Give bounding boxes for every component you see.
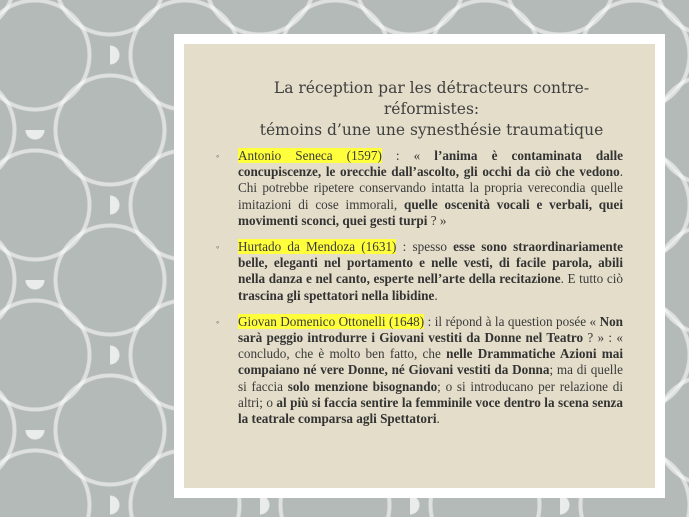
bullet-ottonelli xyxy=(216,313,624,427)
quote-text: . Chi potrebbe ripetere conservando intatta la propria verecondia quelle imitazioni di cose immorali, xyxy=(238,164,623,212)
quote-list xyxy=(216,148,624,437)
quote-text: ; ma di quelle si faccia xyxy=(238,362,623,394)
quote-bold: trascina gli spettatori nella libidine xyxy=(238,287,435,303)
quote-text: . E tutto ciò xyxy=(560,271,623,287)
quote-bold: solo menzione bisognando xyxy=(287,378,438,394)
quote-text: : il répond à la question posée « xyxy=(424,313,600,329)
quote-text: : « xyxy=(381,148,435,163)
slide-title-line-2: témoins d’une une synesthésie traumatique xyxy=(259,121,604,139)
author-highlight-seneca: Antonio Seneca (1597) xyxy=(238,148,382,163)
quote-text: ; o si introducano per relazione di altri; o xyxy=(238,378,624,410)
quote-text: . xyxy=(436,411,440,427)
slide-title xyxy=(234,78,611,141)
quote-text: : spesso xyxy=(396,239,454,255)
quote-bold: Non sarà peggio introdurre i Giovani vestiti da Donne nel Teatro xyxy=(238,313,624,346)
quote-text: . xyxy=(434,287,438,303)
quote-bold: l’anima è contaminata dalle concupiscenze, le orecchie dall’ascolto, gli occhi da ciò che vedono xyxy=(238,148,623,180)
author-highlight-ottonelli: Giovan Domenico Ottonelli (1648) xyxy=(238,313,425,329)
bullet-marker: ◦ xyxy=(216,316,220,327)
bullet-marker: ◦ xyxy=(216,242,220,253)
quote-bold: al più si faccia sentire la femminile voce dentro la scena senza la teatrale comparsa agli Spettatori xyxy=(238,394,624,427)
bullet-mendoza xyxy=(216,239,623,304)
quote-text: ? » : « concludo, che è molto ben fatto, che xyxy=(238,330,623,362)
quote-text: ? » xyxy=(427,212,447,228)
slide-content xyxy=(184,44,655,488)
bullet-seneca xyxy=(216,148,623,229)
author-highlight-mendoza: Hurtado da Mendoza (1631) xyxy=(238,239,397,255)
slide-card xyxy=(174,34,665,498)
quote-bold: quelle oscenità vocali e verbali, quei movimenti sconci, quei gesti turpi xyxy=(238,196,623,228)
quote-bold: nelle Drammatiche Azioni mai compaiano né vere Donne, né Giovani vestiti da Donna xyxy=(238,346,623,378)
bullet-marker: ◦ xyxy=(216,151,220,161)
slide-title-line-1: La réception par les détracteurs contre-réformistes: xyxy=(273,79,590,118)
quote-bold: esse sono straordinariamente belle, eleganti nel portamento e nelle vesti, di facile parola, abili nella danza e nel canto, esperte nell’arte della recitazione xyxy=(238,239,623,287)
